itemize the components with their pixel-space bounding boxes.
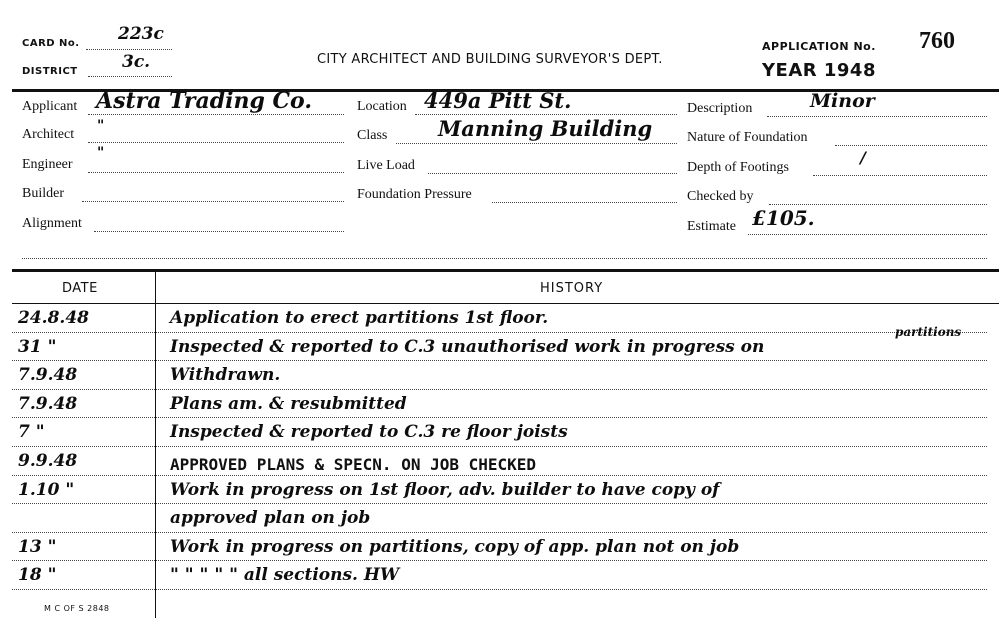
depth-of-footings-value: / bbox=[860, 148, 866, 167]
history-cell: Application to erect partitions 1st floor. bbox=[170, 308, 549, 328]
description-value: Minor bbox=[810, 90, 875, 112]
location-label: Location bbox=[357, 99, 407, 114]
card-no-label: CARD No. bbox=[22, 38, 80, 49]
form-code: M C OF S 2848 bbox=[44, 604, 110, 613]
alignment-label: Alignment bbox=[22, 216, 82, 231]
class-label: Class bbox=[357, 128, 388, 143]
date-column-header: DATE bbox=[62, 281, 98, 296]
history-cell: approved plan on job bbox=[170, 508, 371, 529]
history-cell: Plans am. & resubmitted bbox=[170, 393, 407, 414]
foundation-pressure-label: Foundation Pressure bbox=[357, 187, 472, 202]
history-cell: Withdrawn. bbox=[170, 365, 281, 386]
engineer-value: " bbox=[97, 145, 105, 161]
date-cell: 7.9.48 bbox=[18, 393, 78, 414]
history-column-header: HISTORY bbox=[540, 281, 604, 296]
department-title: CITY ARCHITECT AND BUILDING SURVEYOR'S DEPT. bbox=[317, 52, 663, 67]
date-cell: 7.9.48 bbox=[18, 365, 78, 386]
checked-by-label: Checked by bbox=[687, 189, 754, 204]
applicant-value: Astra Trading Co. bbox=[96, 88, 312, 114]
date-cell: 18 " bbox=[18, 565, 57, 586]
date-cell: 9.9.48 bbox=[18, 451, 78, 471]
estimate-value: £105. bbox=[752, 206, 815, 230]
history-cell: Inspected & reported to C.3 unauthorised work in progress on bbox=[170, 336, 765, 357]
application-no-value: 760 bbox=[919, 28, 955, 54]
nature-of-foundation-label: Nature of Foundation bbox=[687, 130, 808, 145]
engineer-label: Engineer bbox=[22, 157, 73, 172]
architect-label: Architect bbox=[22, 127, 75, 142]
class-value: Manning Building bbox=[438, 116, 653, 141]
description-label: Description bbox=[687, 101, 753, 116]
history-annotation: partitions bbox=[895, 324, 962, 339]
date-cell: 1.10 " bbox=[18, 479, 75, 500]
date-cell: 24.8.48 bbox=[18, 308, 89, 328]
date-cell: 7 " bbox=[18, 422, 45, 443]
district-value: 3c. bbox=[122, 52, 151, 72]
builder-label: Builder bbox=[22, 186, 64, 201]
history-cell: Work in progress on 1st floor, adv. builder to have copy of bbox=[170, 479, 720, 500]
history-cell: " " " " " all sections. HW bbox=[170, 565, 400, 586]
depth-of-footings-label: Depth of Footings bbox=[687, 160, 789, 175]
application-no-label: APPLICATION No. bbox=[762, 40, 876, 53]
applicant-label: Applicant bbox=[22, 99, 78, 114]
location-value: 449a Pitt St. bbox=[424, 88, 572, 113]
approval-stamp: APPROVED PLANS & SPECN. ON JOB CHECKED bbox=[170, 455, 537, 474]
history-cell: Work in progress on partitions, copy of app. plan not on job bbox=[170, 536, 740, 557]
year-label: YEAR 1948 bbox=[762, 60, 876, 81]
live-load-label: Live Load bbox=[357, 158, 415, 173]
district-label: DISTRICT bbox=[22, 66, 78, 77]
estimate-label: Estimate bbox=[687, 219, 736, 234]
architect-value: " bbox=[97, 118, 105, 134]
date-cell: 31 " bbox=[18, 336, 57, 357]
history-cell: Inspected & reported to C.3 re floor joists bbox=[170, 422, 568, 443]
date-cell: 13 " bbox=[18, 536, 57, 557]
card-no-value: 223c bbox=[118, 24, 164, 44]
